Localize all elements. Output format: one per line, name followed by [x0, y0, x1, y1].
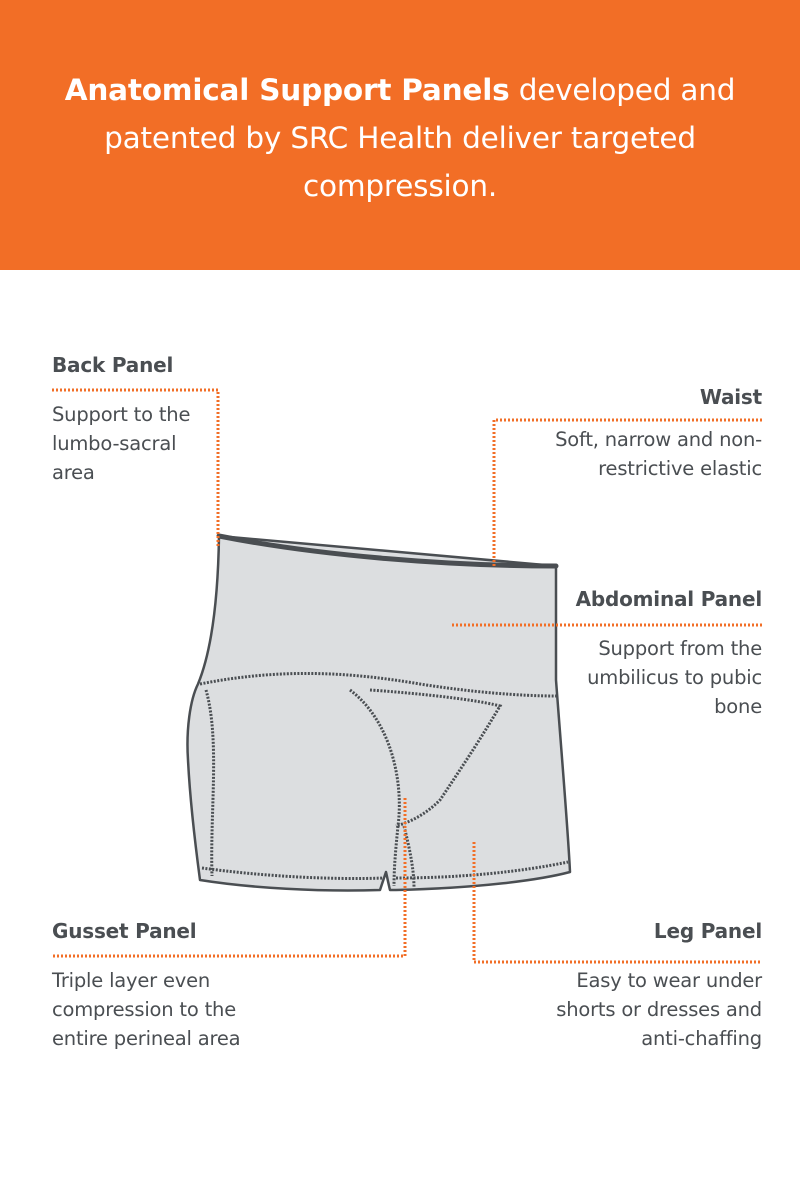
waist-description: Soft, narrow and non-restrictive elastic	[555, 428, 762, 480]
headline-bold: Anatomical Support Panels	[64, 73, 510, 107]
leg-panel-title: Leg Panel	[653, 919, 762, 943]
back-panel-title: Back Panel	[52, 353, 174, 377]
leg-panel-description: Easy to wear under shorts or dresses and anti-chaffing	[556, 969, 762, 1050]
waist-title: Waist	[699, 385, 762, 409]
gusset-panel-description: Triple layer even compression to the entire perineal area	[52, 969, 241, 1050]
shorts-body	[187, 536, 570, 891]
back-panel-description: Support to the lumbo-sacral area	[52, 403, 191, 484]
gusset-panel-title: Gusset Panel	[52, 919, 197, 943]
headline-rest: developed and patented by SRC Health deliver targeted compression.	[104, 73, 736, 203]
abdominal-panel-title: Abdominal Panel	[575, 587, 762, 611]
abdominal-panel-description: Support from the umbilicus to pubic bone	[587, 637, 762, 718]
